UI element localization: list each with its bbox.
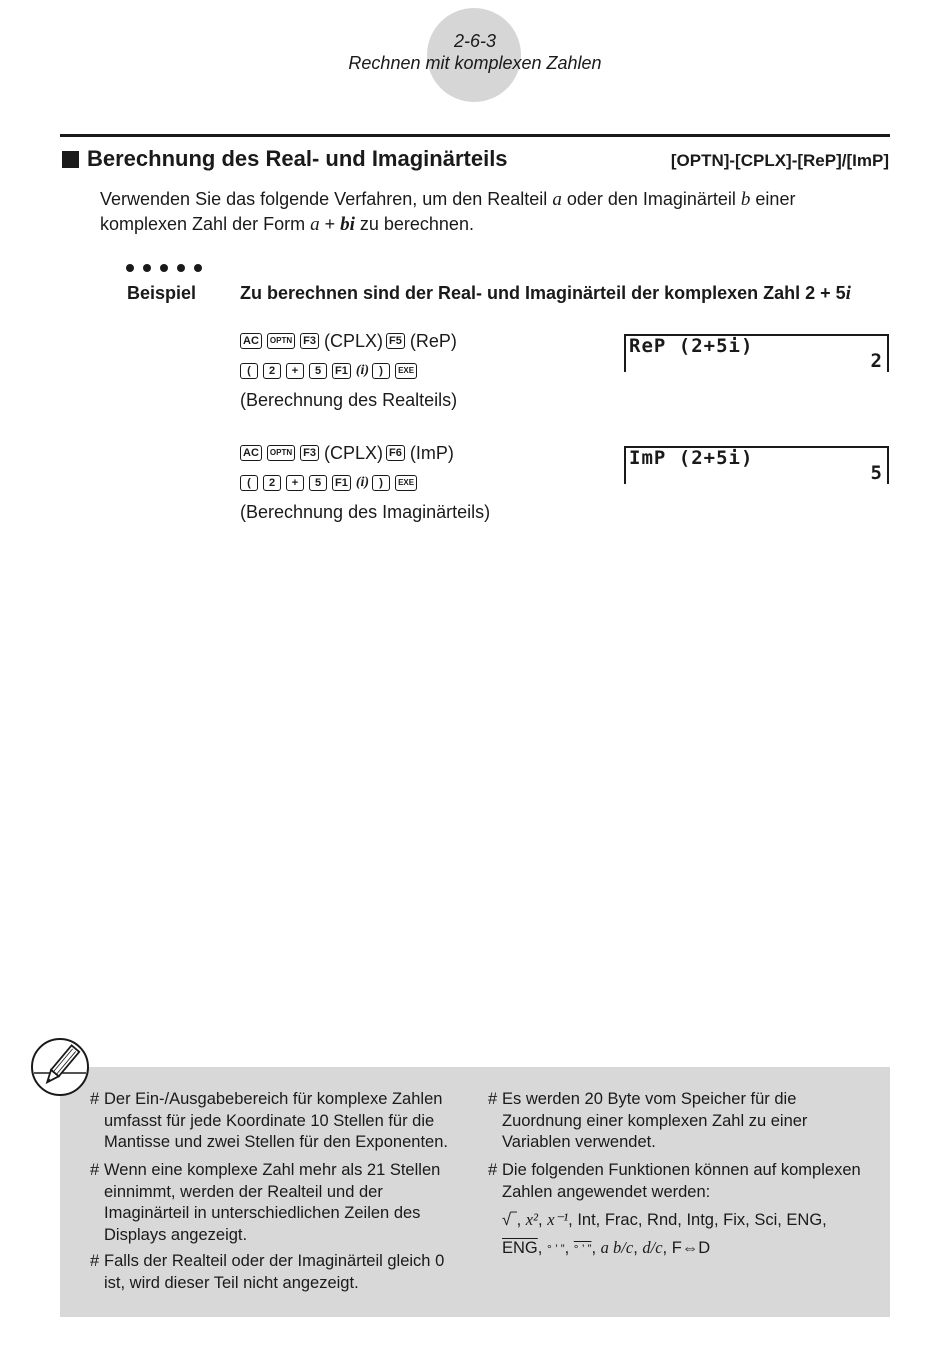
key-open-paren: ( (240, 363, 258, 379)
step1-keys-line2 (240, 359, 422, 383)
note-text: Es werden 20 Byte vom Speicher für die Zuordnung einer komplexen Zahl zu einer Variablen verwendet. (502, 1090, 808, 1151)
section-marker (62, 151, 79, 168)
func-abc: a b/c (600, 1238, 634, 1257)
key-f3: F3 (300, 445, 319, 461)
key-path: [OPTN]-[CPLX]-[ReP]/[ImP] (670, 151, 889, 170)
note-item (90, 1251, 460, 1294)
example-text (240, 283, 851, 305)
note-item (90, 1160, 460, 1246)
note-text: Der Ein-/Ausgabebereich für komplexe Zahlen umfasst für jede Koordinate 10 Stellen für die Mantisse und zwei Stellen für den Exponenten. (104, 1090, 448, 1151)
section-title: Berechnung des Real- und Imaginärteils (87, 146, 508, 171)
step2-keys-line1 (240, 441, 457, 465)
key-f1: F1 (332, 475, 351, 491)
intro-text: einer komplexen Zahl der Form (100, 189, 796, 234)
step1-keys-line1 (240, 329, 460, 353)
lcd-result: 5 (870, 462, 882, 484)
intro-text: Verwenden Sie das folgende Verfahren, um den Realteil (100, 189, 553, 209)
lcd-result: 2 (870, 350, 882, 372)
key-exe: EXE (395, 475, 417, 491)
key-f6: F6 (386, 445, 405, 461)
page-number: 2-6-3 (453, 31, 497, 51)
lcd-display-rep (624, 334, 889, 372)
func-dc: d/c (642, 1238, 663, 1257)
intro-text: oder den Imaginärteil (561, 189, 741, 209)
note-item (488, 1160, 873, 1203)
var-a: a (552, 189, 562, 210)
key-plus: + (286, 475, 304, 491)
key-f5: F5 (386, 333, 405, 349)
key-f3: F3 (300, 333, 319, 349)
note-hash: # (90, 1252, 100, 1270)
pencil-icon (30, 1037, 90, 1097)
note-hash: # (90, 1090, 100, 1108)
top-rule (60, 134, 890, 137)
example-dots (126, 264, 202, 272)
lcd-input: ReP (2+5i) (629, 335, 754, 357)
label-i: (i) (355, 475, 370, 490)
key-exe: EXE (395, 363, 417, 379)
key-open-paren: ( (240, 475, 258, 491)
func-sep: , (537, 1239, 547, 1257)
step1-description: (Berechnung des Realteils) (240, 390, 458, 410)
func-dms-reverse: ° ’ ” (573, 1242, 592, 1256)
func-fd: F⇔D (671, 1239, 711, 1257)
note-text: Die folgenden Funktionen können auf komplexen Zahlen angewendet werden: (502, 1161, 861, 1201)
lcd-input: ImP (2+5i) (629, 447, 754, 469)
key-5: 5 (309, 363, 327, 379)
var-b: b (740, 189, 751, 210)
form-plus: + (319, 214, 341, 234)
func-rest: , Int, Frac, Rnd, Intg, Fix, Sci, ENG, (568, 1211, 827, 1229)
example-label: Beispiel (127, 283, 197, 303)
step2-keys-line2 (240, 471, 422, 495)
note-hash: # (488, 1090, 498, 1108)
label-i: (i) (355, 363, 370, 378)
func-sep: , (564, 1239, 574, 1257)
func-sep: , (516, 1211, 526, 1229)
key-ac: AC (240, 333, 262, 349)
note-hash: # (90, 1161, 100, 1179)
key-ac: AC (240, 445, 262, 461)
example-i: i (845, 283, 851, 304)
key-5: 5 (309, 475, 327, 491)
form-a: a (310, 214, 320, 235)
key-2: 2 (263, 363, 281, 379)
key-optn: OPTN (267, 445, 295, 461)
lcd-display-imp (624, 446, 889, 484)
chapter-title: Rechnen mit komplexen Zahlen (348, 53, 602, 73)
func-sep: , (662, 1239, 672, 1257)
func-eng-left: $\overline{ENG}$ (502, 1239, 538, 1257)
intro-paragraph (100, 187, 860, 237)
func-sep: , (633, 1239, 643, 1257)
note-text: Falls der Realteil oder der Imaginärteil gleich 0 ist, wird dieser Teil nicht angezeigt. (104, 1252, 445, 1292)
note-item (488, 1089, 873, 1154)
label-rep: (ReP) (409, 330, 457, 351)
intro-text: zu berechnen. (354, 214, 474, 234)
label-cplx: (CPLX) (323, 330, 383, 351)
key-2: 2 (263, 475, 281, 491)
form-bi: bi (340, 214, 355, 235)
label-cplx: (CPLX) (323, 442, 383, 463)
func-x-inverse: x⁻¹ (547, 1210, 569, 1229)
func-sep: , (538, 1211, 548, 1229)
func-x-squared: x² (525, 1210, 539, 1229)
func-dms: ° ’ ” (546, 1242, 565, 1256)
func-sep: , (591, 1239, 601, 1257)
function-list-line2 (502, 1234, 710, 1263)
step2-description: (Berechnung des Imaginärteils) (240, 502, 491, 522)
note-item (90, 1089, 460, 1154)
key-plus: + (286, 363, 304, 379)
key-optn: OPTN (267, 333, 295, 349)
note-text: Wenn eine komplexe Zahl mehr als 21 Stellen einnimmt, werden der Realteil und der Imaginärteil in unterschiedlichen Zeilen des Displays angezeigt. (104, 1161, 441, 1244)
note-hash: # (488, 1161, 498, 1179)
example-text-main: Zu berechnen sind der Real- und Imaginärteil der komplexen Zahl 2 + 5 (240, 283, 846, 303)
key-close-paren: ) (372, 363, 390, 379)
function-list-line1 (502, 1206, 827, 1234)
func-sqrt: √‾ (502, 1211, 517, 1229)
key-f1: F1 (332, 363, 351, 379)
key-close-paren: ) (372, 475, 390, 491)
label-imp: (ImP) (409, 442, 454, 463)
